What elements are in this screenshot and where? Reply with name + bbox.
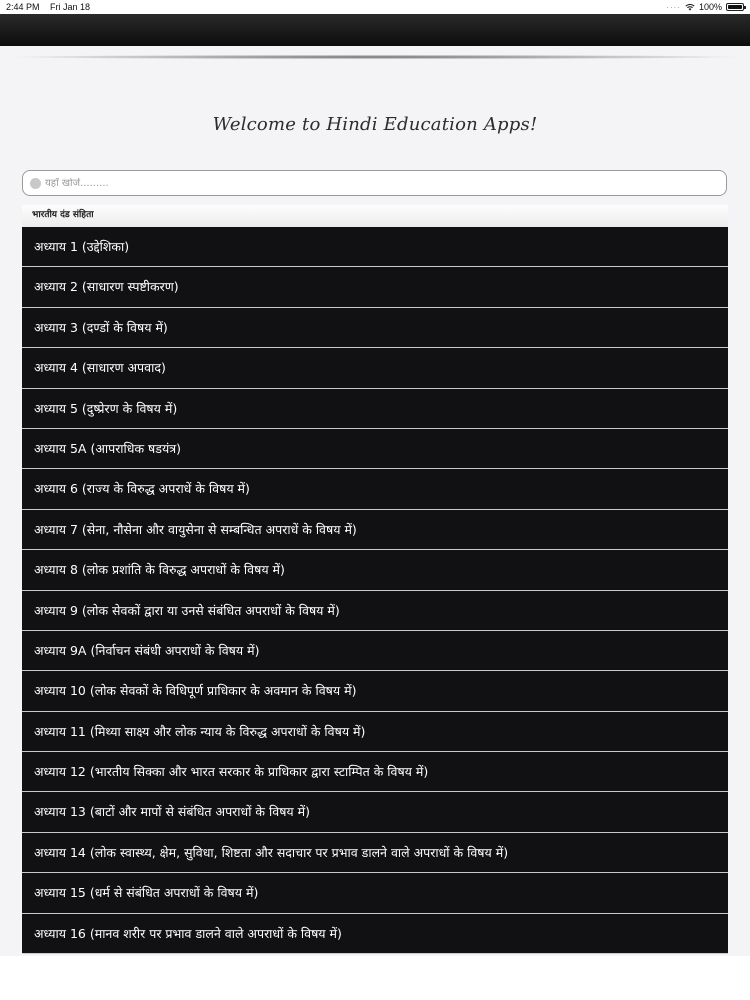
chapter-item[interactable]: अध्याय 8 (लोक प्रशांति के विरुद्ध अपराधों के विषय में)	[22, 550, 728, 590]
chapter-item[interactable]: अध्याय 9 (लोक सेवकों द्वारा या उनसे संबंधित अपराधों के विषय में)	[22, 591, 728, 631]
chapter-list[interactable]	[22, 227, 728, 956]
chapter-item[interactable]: अध्याय 2 (साधारण स्पष्टीकरण)	[22, 267, 728, 307]
search-input[interactable]	[45, 178, 705, 189]
search-bar[interactable]	[22, 170, 727, 196]
welcome-title: Welcome to Hindi Education Apps!	[212, 114, 538, 135]
chapter-item[interactable]: अध्याय 10 (लोक सेवकों के विधिपूर्ण प्राधिकार के अवमान के विषय में)	[22, 671, 728, 711]
chapter-item[interactable]: अध्याय 15 (धर्म से संबंधित अपराधों के विषय में)	[22, 873, 728, 913]
chapter-item[interactable]: अध्याय 3 (दण्डों के विषय में)	[22, 308, 728, 348]
chapter-item[interactable]: अध्याय 7 (सेना, नौसेना और वायुसेना से सम्बन्धित अपराधें के विषय में)	[22, 510, 728, 550]
chapter-item[interactable]: अध्याय 13 (बाटों और मापों से संबंधित अपराधों के विषय में)	[22, 792, 728, 832]
navigation-bar	[0, 14, 750, 46]
chapter-item[interactable]: अध्याय 9A (निर्वाचन संबंधी अपराधों के विषय में)	[22, 631, 728, 671]
chapter-item[interactable]: अध्याय 5 (दुष्प्रेरण के विषय में)	[22, 389, 728, 429]
wifi-icon	[685, 3, 695, 11]
search-icon	[30, 178, 41, 189]
status-date: Fri Jan 18	[50, 2, 91, 12]
chapter-item[interactable]: अध्याय 1 (उद्देशिका)	[22, 227, 728, 267]
status-bar	[0, 0, 750, 14]
chapter-item[interactable]: अध्याय 12 (भारतीय सिक्का और भारत सरकार के प्राधिकार द्वारा स्टाम्पित के विषय में)	[22, 752, 728, 792]
chapter-item[interactable]: अध्याय 6 (राज्य के विरुद्ध अपराधें के विषय में)	[22, 469, 728, 509]
chapter-item[interactable]: अध्याय 16 (मानव शरीर पर प्रभाव डालने वाले अपराधों के विषय में)	[22, 914, 728, 954]
status-left	[6, 2, 98, 12]
header-shadow-divider	[12, 55, 738, 60]
status-right	[666, 2, 744, 12]
battery-percent: 100%	[698, 2, 722, 12]
signal-icon: ····	[666, 2, 681, 12]
bottom-area	[0, 956, 750, 1000]
chapter-item[interactable]: अध्याय 5A (आपराधिक षडयंत्र)	[22, 429, 728, 469]
status-time: 2:44 PM	[6, 2, 40, 12]
chapter-item[interactable]: अध्याय 14 (लोक स्वास्थ्य, क्षेम, सुविधा, शिष्टता और सदाचार पर प्रभाव डालने वाले अपराधों के विषय में)	[22, 833, 728, 873]
chapter-item[interactable]: अध्याय 11 (मिथ्या साक्ष्य और लोक न्याय के विरुद्ध अपराधों के विषय में)	[22, 712, 728, 752]
chapter-item[interactable]: अध्याय 4 (साधारण अपवाद)	[22, 348, 728, 388]
section-header: भारतीय दंड संहिता	[22, 205, 728, 227]
battery-icon	[726, 3, 744, 11]
